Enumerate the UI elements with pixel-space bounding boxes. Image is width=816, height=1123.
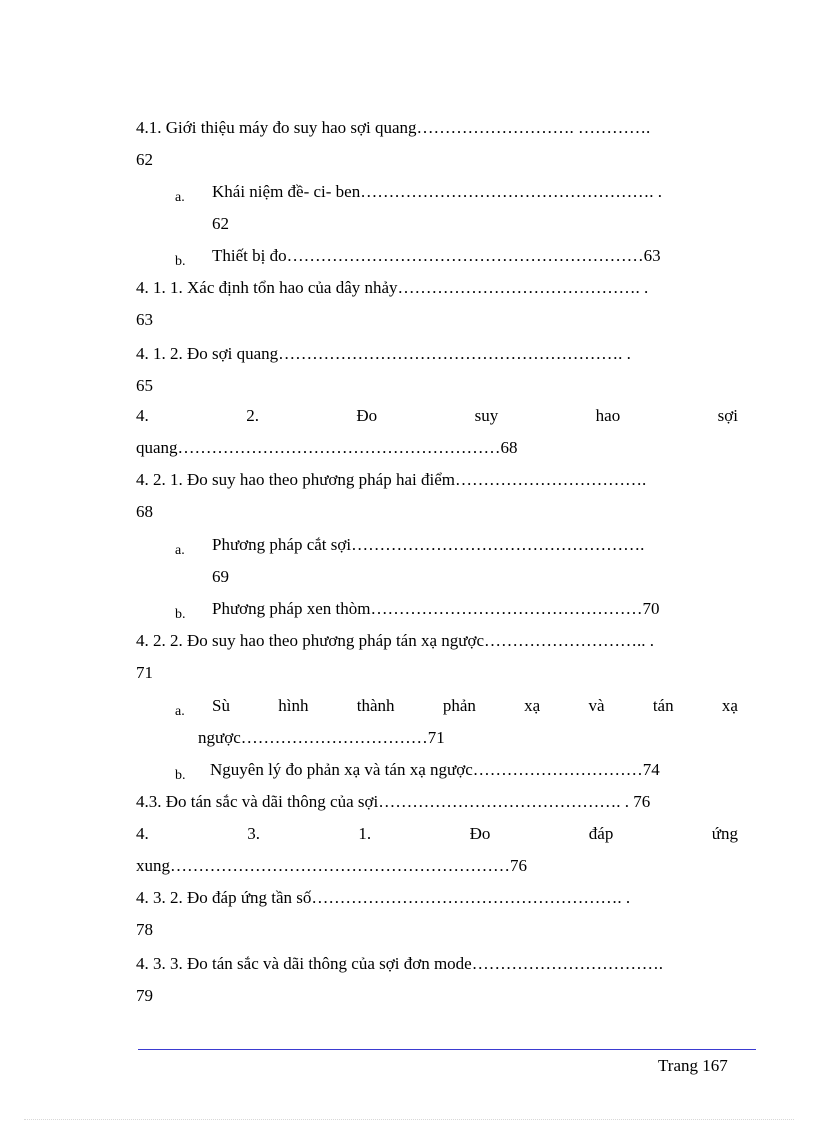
toc-word: sợi xyxy=(717,406,738,425)
toc-word: 4. xyxy=(136,406,149,425)
toc-entry-text: Thiết bị đo………………………………………………………63 xyxy=(212,246,661,265)
toc-word: Sù xyxy=(212,696,230,715)
toc-entry xyxy=(212,246,738,266)
toc-entry-page: 79 xyxy=(136,986,153,1005)
toc-word: 3. xyxy=(247,824,260,843)
toc-entry-continuation: quang…………………………………………………68 xyxy=(136,438,518,457)
toc-entry-text: 4. 2. 2. Đo suy hao theo phương pháp tán xạ ngược……………………….. . xyxy=(136,631,655,650)
toc-entry xyxy=(136,344,738,364)
toc-entry-text: Phương pháp xen thòm…………………………………………70 xyxy=(212,599,660,618)
toc-entry xyxy=(212,182,738,202)
toc-word: ứng xyxy=(711,824,738,843)
toc-entry-justified xyxy=(136,406,738,426)
toc-word: xạ xyxy=(524,696,541,715)
toc-entry-continuation: ngược……………………………71 xyxy=(198,728,445,747)
toc-entry xyxy=(136,470,738,490)
toc-entry-page: 63 xyxy=(136,310,153,329)
page-bottom-border xyxy=(24,1119,794,1120)
toc-entry-text: 4. 3. 3. Đo tán sắc và dãi thông của sợi đơn mode……………………………. xyxy=(136,954,663,973)
toc-word: hình xyxy=(278,696,309,715)
toc-word: thành xyxy=(356,696,395,715)
toc-word: Đo xyxy=(356,406,378,425)
toc-word: 2. xyxy=(246,406,259,425)
toc-sub-label: a. xyxy=(175,704,185,719)
toc-entry xyxy=(136,792,738,812)
toc-word: suy xyxy=(474,406,499,425)
toc-entry-page: 68 xyxy=(136,502,153,521)
toc-entry-text: 4. 3. 2. Đo đáp ứng tần số………………………………………………. . xyxy=(136,888,631,907)
toc-entry-text: 4.1. Giới thiệu máy đo suy hao sợi quang………………………. …………. xyxy=(136,118,651,137)
toc-entry-text: Khái niệm đề- ci- ben……………………………………………. . xyxy=(212,182,662,201)
toc-word: 1. xyxy=(358,824,372,843)
toc-entry xyxy=(136,278,738,298)
toc-word: 4. xyxy=(136,824,149,843)
toc-sub-label: b. xyxy=(175,768,186,783)
toc-entry xyxy=(136,954,738,974)
toc-word: tán xyxy=(652,696,674,715)
toc-entry xyxy=(136,888,738,908)
toc-word: Đo xyxy=(469,824,491,843)
toc-word: và xyxy=(588,696,605,715)
toc-sub-label: a. xyxy=(175,190,185,205)
toc-entry-page: 71 xyxy=(136,663,153,682)
toc-entry xyxy=(212,535,738,555)
toc-word: xạ xyxy=(721,696,738,715)
toc-entry-text: 4. 2. 1. Đo suy hao theo phương pháp hai điểm……………………………. xyxy=(136,470,647,489)
toc-entry-page: 62 xyxy=(212,214,229,233)
toc-word: đáp xyxy=(588,824,614,843)
toc-entry-continuation: xung……………………………………………………76 xyxy=(136,856,527,875)
toc-entry xyxy=(210,760,738,780)
toc-entry-justified xyxy=(212,696,738,716)
toc-word: hao xyxy=(595,406,621,425)
toc-entry-page: 78 xyxy=(136,920,153,939)
toc-entry xyxy=(136,118,738,138)
toc-sub-label: b. xyxy=(175,607,186,622)
toc-entry-text: 4. 1. 2. Đo sợi quang……………………………………………………. . xyxy=(136,344,631,363)
toc-entry-text: 4. 1. 1. Xác định tổn hao của dây nhảy……………………………………. . xyxy=(136,278,649,297)
toc-entry-text: 4.3. Đo tán sắc và dãi thông của sợi……………………………………. . 76 xyxy=(136,792,651,811)
toc-entry-text: Phương pháp cắt sợi……………………………………………. xyxy=(212,535,645,554)
toc-entry-page: 69 xyxy=(212,567,229,586)
toc-entry xyxy=(136,631,738,651)
toc-entry-page: 62 xyxy=(136,150,153,169)
footer-page-number: Trang 167 xyxy=(658,1056,728,1075)
footer-rule xyxy=(138,1049,756,1050)
toc-entry xyxy=(212,599,738,619)
toc-entry-page: 65 xyxy=(136,376,153,395)
toc-sub-label: a. xyxy=(175,543,185,558)
toc-sub-label: b. xyxy=(175,254,186,269)
toc-entry-justified xyxy=(136,824,738,844)
toc-word: phản xyxy=(442,696,476,715)
toc-entry-text: Nguyên lý đo phản xạ và tán xạ ngược…………………………74 xyxy=(210,760,660,779)
